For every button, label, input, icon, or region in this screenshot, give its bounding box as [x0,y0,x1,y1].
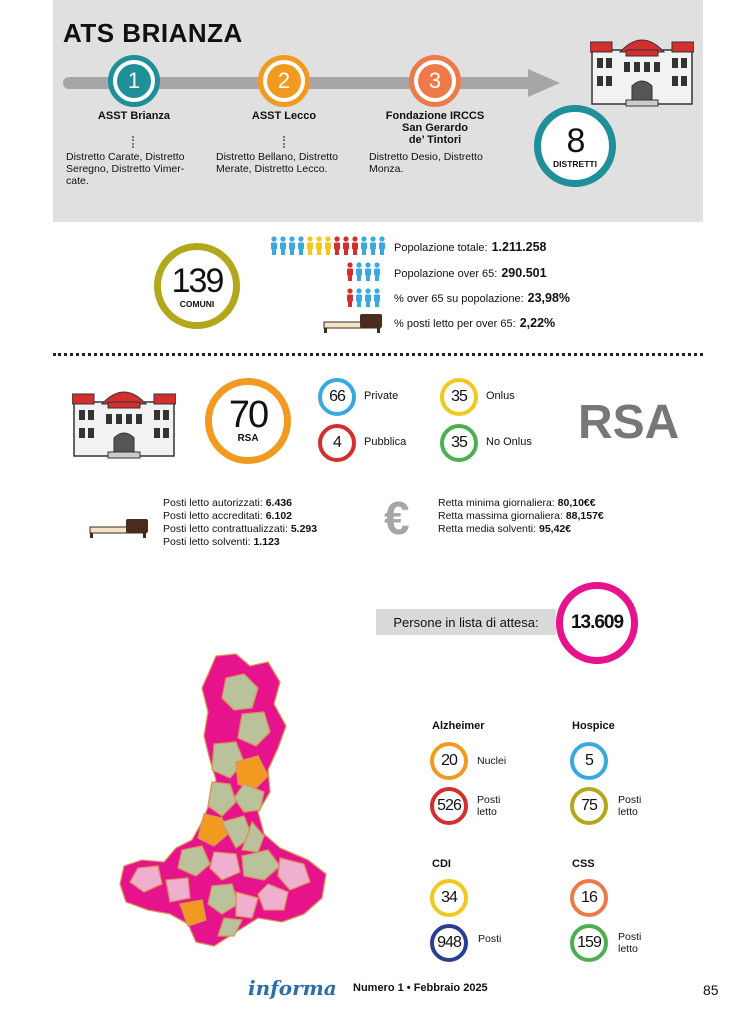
css-beds-ring: 159 [570,924,608,962]
pop-total: Popolazione totale: 1.211.258 [394,240,547,254]
alzheimer-nuclei-ring: 20 [430,742,468,780]
person-icon [334,236,340,255]
rsa-public-label: Pubblica [364,436,407,448]
step-circle-1 [108,55,160,107]
cdi-title: CDI [432,858,451,870]
person-icon [352,236,358,255]
person-icon [343,236,349,255]
beds-contracted: Posti letto contrattualizzati: 5.293 [163,523,318,535]
person-icon [307,236,313,255]
rsa-total-ring [205,378,291,464]
cdi-ring: 34 [430,879,468,917]
step-desc-2: Distretto Bellano, Distretto Merate, Distretto Lecco. [216,151,338,175]
rsa-private-ring: 66 [318,378,356,416]
rsa-onlus-label: Onlus [486,390,515,402]
comuni-ring [154,243,240,329]
person-icon [347,262,353,281]
person-icon [346,262,386,282]
waiting-list-ring [556,582,638,664]
page-number: 85 [703,982,719,998]
page-title: ATS BRIANZA [63,18,243,48]
comuni-label: COMUNI [179,298,215,309]
rsa-no-onlus-ring: 35 [440,424,478,462]
footer-issue: Numero 1 • Febbraio 2025 [353,982,488,994]
step-desc-3: Distretto Desio, Distretto Monza. [369,151,483,175]
person-icon [289,236,295,255]
step-number-1: 1 [117,64,151,98]
alzheimer-title: Alzheimer [432,720,485,732]
person-icon [356,262,362,281]
step-title-2: ASST Lecco [251,110,317,122]
alzheimer-beds-label: Posti letto [477,794,501,818]
pop-beds-pct: % posti letto per over 65: 2,22% [394,316,556,330]
step-number-2: 2 [267,64,301,98]
person-icon [271,236,277,255]
beds-authorized: Posti letto autorizzati: 6.436 [163,497,292,509]
css-title: CSS [572,858,595,870]
step-number-3: 3 [418,64,452,98]
person-icon [374,288,380,307]
step-circle-2 [258,55,310,107]
alzheimer-nuclei-label: Nuclei [477,755,507,767]
step-connector-1 [132,136,136,148]
cdi-posti-label: Posti [478,933,502,945]
person-icon [347,288,353,307]
distretti-value: 8 [566,121,584,160]
rsa-public-ring: 4 [318,424,356,462]
rsa-onlus-ring: 35 [440,378,478,416]
building-icon [72,380,176,462]
person-icon [298,236,304,255]
distretti-ring [534,105,616,187]
bed-icon [322,312,384,334]
beds-list [163,497,317,549]
rsa-private-label: Private [364,390,399,402]
person-icon [270,236,386,256]
rsa-total-label: RSA [237,433,259,444]
person-icon [325,236,331,255]
fee-min: Retta minima giornaliera: 80,10€€ [438,497,596,509]
person-icon [280,236,286,255]
building-icon [590,30,694,108]
rsa-heading: RSA [578,396,680,449]
person-icon [316,236,322,255]
step-connector-2 [283,136,287,148]
beds-accredited: Posti letto accreditati: 6.102 [163,510,292,522]
person-icon [361,236,367,255]
hospice-beds-ring: 75 [570,787,608,825]
step-title-3: Fondazione IRCCS San Gerardo de’ Tintori [385,110,485,146]
css-beds-label: Posti letto [618,931,642,955]
beds-paying: Posti letto solventi: 1.123 [163,536,280,548]
person-icon [346,288,386,308]
person-icon [365,262,371,281]
map-icon [118,652,328,950]
person-icon [370,236,376,255]
pop-over65: Popolazione over 65: 290.501 [394,266,547,280]
fees-list [438,497,604,536]
fee-max: Retta massima giornaliera: 88,157€ [438,510,604,522]
comuni-value: 139 [171,261,223,300]
person-icon [365,288,371,307]
person-icon [379,236,385,255]
step-circle-3 [409,55,461,107]
bed-icon [88,516,150,540]
waiting-list-value: 13.609 [570,612,624,633]
euro-icon: € [384,492,410,544]
footer-brand-logo: informa [248,976,337,1000]
hospice-title: Hospice [572,720,615,732]
step-desc-1: Distretto Carate, Distretto Seregno, Distretto Vimer- cate. [66,151,185,187]
fee-avg: Retta media solventi: 95,42€ [438,523,572,535]
section-divider [53,353,703,356]
person-icon [374,262,380,281]
step-title-1: ASST Brianza [97,110,171,122]
cdi-posti-ring: 948 [430,924,468,962]
person-icon [356,288,362,307]
alzheimer-beds-ring: 526 [430,787,468,825]
hospice-ring: 5 [570,742,608,780]
pop-over65-pct: % over 65 su popolazione: 23,98% [394,291,571,305]
rsa-no-onlus-label: No Onlus [486,436,532,448]
distretti-label: DISTRETTI [553,158,597,169]
rsa-total-value: 70 [228,394,268,436]
waiting-list-label: Persone in lista di attesa: [376,609,556,635]
css-ring: 16 [570,879,608,917]
hospice-beds-label: Posti letto [618,794,642,818]
